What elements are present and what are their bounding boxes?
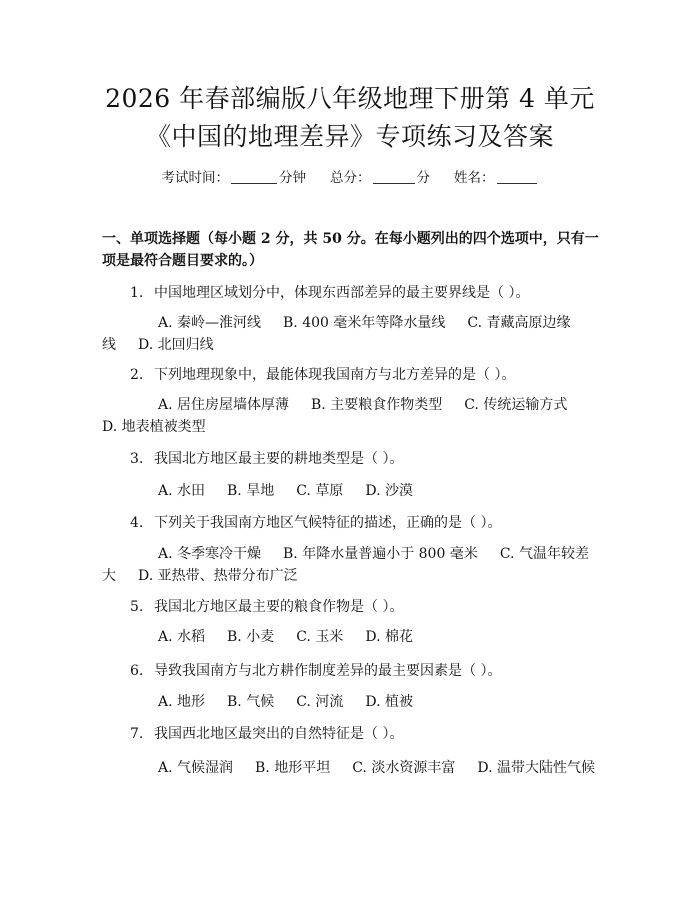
option: B. 地形平坦 [255, 760, 331, 776]
option: A. 水稻 [158, 629, 206, 645]
time-label: 考试时间： [161, 170, 229, 186]
option: C. 传统运输方式 [464, 397, 568, 413]
option: B. 旱地 [227, 483, 275, 499]
name-label: 姓名： [454, 170, 495, 186]
score-blank [373, 169, 415, 184]
question-number: 3. [130, 451, 144, 467]
option: B. 年降水量普遍小于 800 毫米 [283, 546, 478, 562]
option: C. 气温年较差大 [102, 546, 589, 584]
option: C. 青藏高原边缘线 [102, 315, 571, 353]
time-unit: 分钟 [279, 170, 306, 186]
name-blank [497, 169, 537, 184]
question-number: 6. [130, 663, 144, 679]
question-text: 下列关于我国南方地区气候特征的描述，正确的是（ ）。 [154, 515, 502, 531]
question-text: 导致我国南方与北方耕作制度差异的最主要因素是（ ）。 [154, 663, 502, 679]
question-number: 5. [130, 599, 144, 615]
question-number: 2. [130, 367, 144, 383]
question-options [102, 394, 602, 438]
option: D. 棉花 [365, 629, 413, 645]
question-options [102, 480, 602, 502]
option: D. 沙漠 [365, 483, 413, 499]
option: B. 小麦 [227, 629, 275, 645]
question-options [102, 691, 602, 713]
option: D. 地表植被类型 [102, 419, 206, 435]
question-options [102, 757, 602, 779]
option: A. 秦岭—淮河线 [158, 315, 262, 331]
document-title-line-1: 2026 年春部编版八年级地理下册第 4 单元 [105, 84, 595, 113]
exam-meta [0, 168, 700, 188]
option: A. 冬季寒冷干燥 [158, 546, 262, 562]
question-options [102, 312, 602, 356]
option: D. 温带大陆性气候 [477, 760, 595, 776]
question-number: 4. [130, 515, 144, 531]
option: A. 地形 [158, 694, 206, 710]
option: A. 水田 [158, 483, 206, 499]
option: D. 植被 [365, 694, 413, 710]
question [102, 448, 602, 470]
option: B. 400 毫米年等降水量线 [283, 315, 446, 331]
option: C. 草原 [296, 483, 344, 499]
question-text: 我国北方地区最主要的耕地类型是（ ）。 [154, 451, 404, 467]
section-heading: 一、单项选择题（每小题 2 分，共 50 分。在每小题列出的四个选项中，只有一项是最符合题目要求的。） [102, 231, 599, 269]
question [102, 723, 602, 745]
score-label: 总分： [330, 170, 371, 186]
question-options [102, 543, 602, 587]
question-text: 我国西北地区最突出的自然特征是（ ）。 [154, 726, 404, 742]
option: C. 淡水资源丰富 [352, 760, 456, 776]
time-blank [231, 169, 277, 184]
question-number: 1. [130, 285, 144, 301]
score-unit: 分 [416, 170, 430, 186]
question [102, 512, 602, 534]
option: C. 玉米 [296, 629, 344, 645]
question-number: 7. [130, 726, 144, 742]
option: D. 北回归线 [138, 337, 214, 353]
document-title-line-2: 《中国的地理差异》专项练习及答案 [145, 122, 554, 151]
question [102, 596, 602, 618]
option: C. 河流 [296, 694, 344, 710]
question-text: 下列地理现象中，最能体现我国南方与北方差异的是（ ）。 [154, 367, 516, 383]
question-text: 我国北方地区最主要的粮食作物是（ ）。 [154, 599, 404, 615]
option: A. 气候湿润 [158, 760, 234, 776]
option: B. 主要粮食作物类型 [311, 397, 443, 413]
question [102, 364, 602, 386]
question [102, 660, 602, 682]
option: B. 气候 [227, 694, 275, 710]
question [102, 282, 602, 304]
question-text: 中国地理区域划分中，体现东西部差异的最主要界线是（ ）。 [154, 285, 530, 301]
question-options [102, 626, 602, 648]
option: A. 居住房屋墙体厚薄 [158, 397, 290, 413]
option: D. 亚热带、热带分布广泛 [138, 568, 298, 584]
